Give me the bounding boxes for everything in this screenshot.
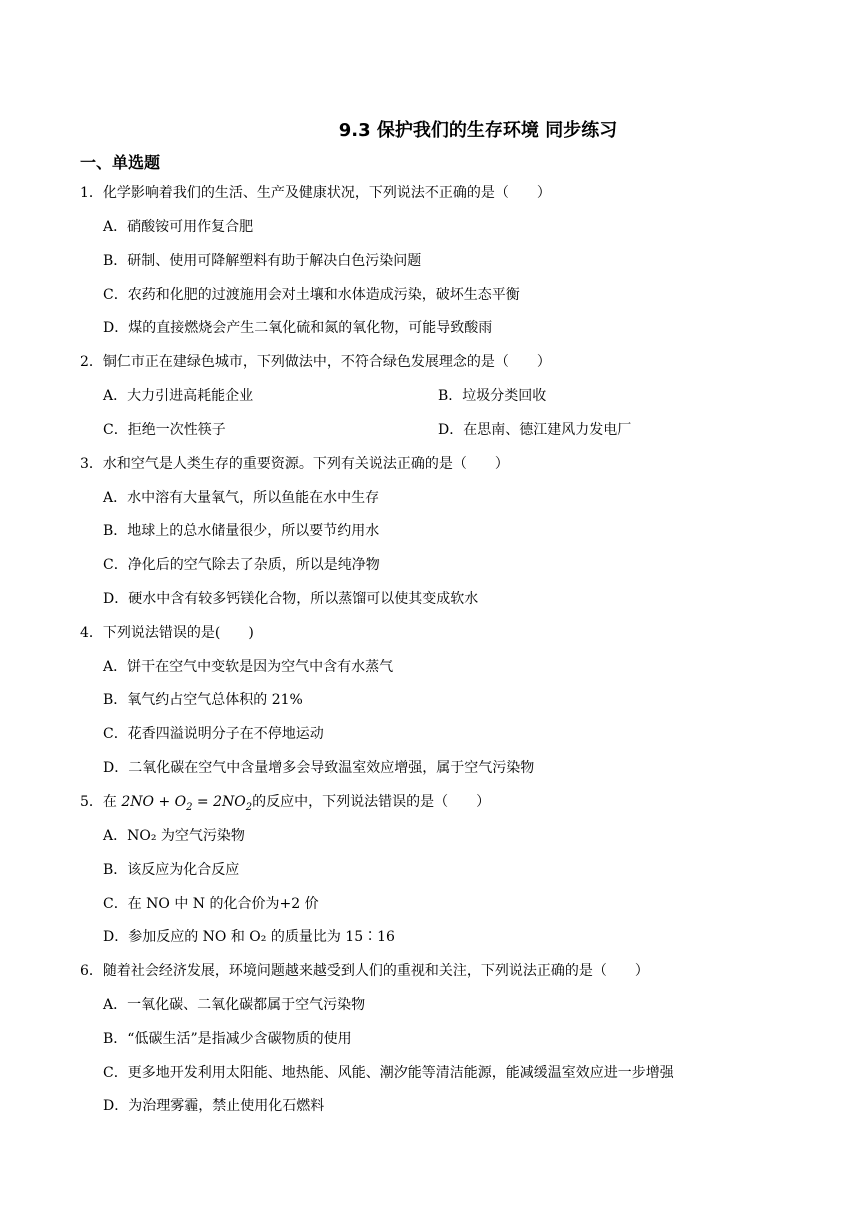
question-5-stem-suffix: 的反应中，下列说法错误的是（ ）: [252, 794, 491, 810]
question-6-option-b: B．“低碳生活”是指减少含碳物质的使用: [103, 1031, 352, 1047]
question-1-stem: 1．化学影响着我们的生活、生产及健康状况，下列说法不正确的是（ ）: [80, 185, 551, 201]
section-heading: 一、单选题: [80, 153, 161, 172]
question-3-option-a: A．水中溶有大量氧气，所以鱼能在水中生存: [103, 490, 380, 506]
question-3-stem: 3．水和空气是人类生存的重要资源。下列有关说法正确的是（ ）: [80, 456, 509, 472]
question-5-option-d: D．参加反应的 NO 和 O₂ 的质量比为 15∶16: [103, 929, 395, 945]
question-1-option-c: C．农药和化肥的过渡施用会对土壤和水体造成污染，破坏生态平衡: [103, 287, 520, 303]
question-1-option-a: A．硝酸铵可用作复合肥: [103, 219, 254, 235]
question-2-option-a: A．大力引进高耗能企业: [103, 388, 254, 404]
question-4-option-b: B．氧气约占空气总体积的 21%: [103, 692, 303, 708]
question-6-option-d: D．为治理雾霾，禁止使用化石燃料: [103, 1098, 325, 1114]
question-6-option-a: A．一氧化碳、二氧化碳都属于空气污染物: [103, 997, 366, 1013]
question-3-option-c: C．净化后的空气除去了杂质，所以是纯净物: [103, 557, 380, 573]
question-4-option-c: C．花香四溢说明分子在不停地运动: [103, 726, 324, 742]
question-4-option-d: D．二氧化碳在空气中含量增多会导致温室效应增强，属于空气污染物: [103, 760, 535, 776]
question-5-option-a: A．NO₂ 为空气污染物: [103, 828, 245, 844]
question-4-option-a: A．饼干在空气中变软是因为空气中含有水蒸气: [103, 659, 394, 675]
question-2-stem: 2．铜仁市正在建绿色城市，下列做法中，不符合绿色发展理念的是（ ）: [80, 354, 551, 370]
question-3-option-d: D．硬水中含有较多钙镁化合物，所以蒸馏可以使其变成软水: [103, 591, 479, 607]
question-4-stem: 4．下列说法错误的是( ): [80, 625, 254, 641]
question-2-option-c: C．拒绝一次性筷子: [103, 422, 226, 438]
question-1-option-b: B．研制、使用可降解塑料有助于解决白色污染问题: [103, 253, 422, 269]
question-3-option-b: B．地球上的总水储量很少，所以要节约用水: [103, 523, 380, 539]
page-title: 9.3 保护我们的生存环境 同步练习: [338, 120, 618, 141]
question-5-option-b: B．该反应为化合反应: [103, 862, 240, 878]
question-5-stem-prefix: 5．在: [80, 794, 122, 810]
question-5-option-c: C．在 NO 中 N 的化合价为+2 价: [103, 896, 319, 912]
question-6-option-c: C．更多地开发利用太阳能、地热能、风能、潮汐能等清洁能源，能减缓温室效应进一步增强: [103, 1065, 674, 1081]
question-6-stem: 6．随着社会经济发展，环境问题越来越受到人们的重视和关注，下列说法正确的是（ ）: [80, 963, 649, 979]
question-1-option-d: D．煤的直接燃烧会产生二氧化硫和氮的氧化物，可能导致酸雨: [103, 320, 493, 336]
question-2-option-d: D．在思南、德江建风力发电厂: [438, 422, 632, 438]
reaction-equation: $2NO + O_2 = 2NO_2$: [121, 794, 253, 813]
question-5-stem: [80, 792, 490, 812]
question-2-option-b: B．垃圾分类回收: [438, 388, 547, 404]
